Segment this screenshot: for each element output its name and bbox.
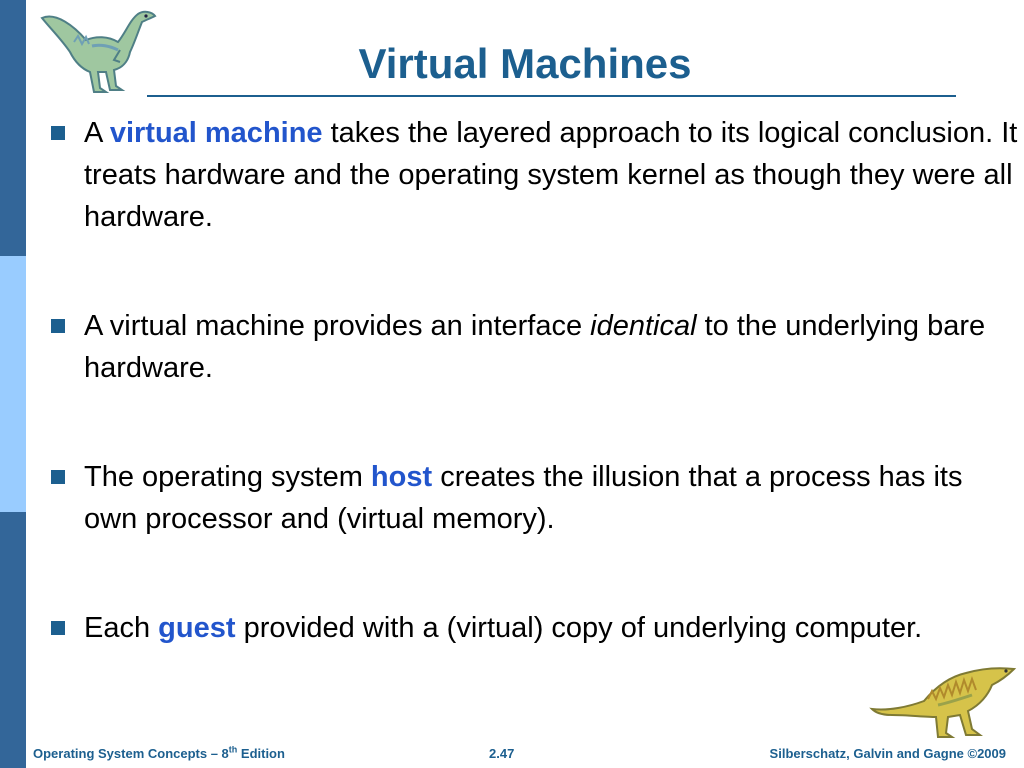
title-underline bbox=[147, 95, 956, 97]
bullet-item bbox=[48, 305, 1018, 389]
bullet-text-suffix: takes the layered approach to its logical conclusion. It treats hardware and the operating system kernel as though they were all hardware. bbox=[84, 117, 1018, 233]
square-bullet-icon bbox=[51, 126, 65, 140]
square-bullet-icon bbox=[51, 621, 65, 635]
accent-bar-dark-top bbox=[0, 0, 26, 256]
accent-bar-light-middle bbox=[0, 256, 26, 512]
bullet-text-suffix: provided with a (virtual) copy of underlying computer. bbox=[235, 612, 923, 644]
bullet-text-suffix: to the underlying bare hardware. bbox=[84, 310, 986, 384]
keyword-host: host bbox=[370, 461, 433, 493]
footer-copyright: Silberschatz, Galvin and Gagne ©2009 bbox=[769, 746, 1006, 761]
dinosaur-icon bbox=[868, 655, 1018, 740]
square-bullet-icon bbox=[51, 319, 65, 333]
page-number: 2.47 bbox=[489, 746, 515, 761]
bullet-text-prefix: A bbox=[84, 117, 110, 149]
bullet-list bbox=[48, 112, 1018, 649]
emphasis-identical: identical bbox=[590, 310, 697, 342]
bullet-item bbox=[48, 456, 1018, 540]
bullet-text-prefix: A virtual machine provides an interface bbox=[84, 310, 591, 342]
bullet-text-suffix: creates the illusion that a process has its own processor and (virtual memory). bbox=[84, 461, 963, 535]
keyword-guest: guest bbox=[158, 612, 236, 644]
left-accent-bar bbox=[0, 0, 26, 768]
slide-title: Virtual Machines bbox=[358, 40, 692, 87]
bullet-text-prefix: The operating system bbox=[84, 461, 371, 493]
accent-bar-dark-bottom bbox=[0, 512, 26, 768]
square-bullet-icon bbox=[51, 470, 65, 484]
footer-title-prefix: Operating System Concepts – 8 bbox=[33, 746, 229, 761]
keyword-virtual-machine: virtual machine bbox=[109, 117, 323, 149]
bullet-item bbox=[48, 112, 1018, 238]
footer-title-suffix: Edition bbox=[237, 746, 285, 761]
bullet-item bbox=[48, 607, 1018, 649]
footer-course-title bbox=[33, 746, 285, 762]
footer-title-superscript: th bbox=[228, 744, 238, 755]
bullet-text-prefix: Each bbox=[84, 612, 159, 644]
